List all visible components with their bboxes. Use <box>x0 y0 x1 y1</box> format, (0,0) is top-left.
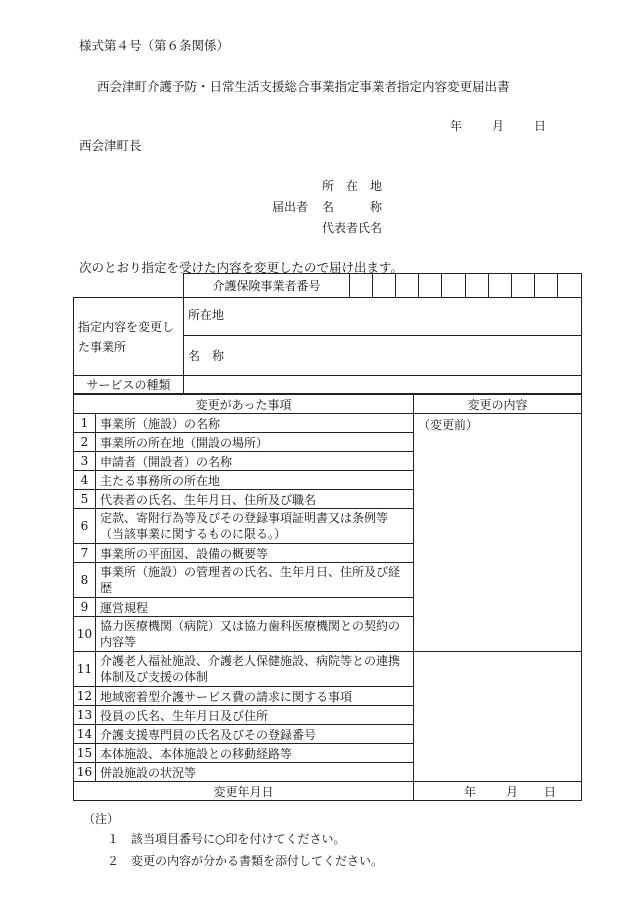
insurer-number-digit[interactable] <box>466 274 489 298</box>
item-number[interactable]: 16 <box>74 763 96 782</box>
item-number[interactable]: 3 <box>74 452 96 471</box>
item-text: 運営規程 <box>96 598 414 617</box>
item-number[interactable]: 12 <box>74 687 96 706</box>
change-date-label: 変更年月日 <box>74 782 414 801</box>
insurer-number-digit[interactable] <box>512 274 535 298</box>
item-number[interactable]: 10 <box>74 617 96 652</box>
insurer-number-digit[interactable] <box>442 274 466 298</box>
note-item: ２ 変更の内容が分かる書類を添付してください。 <box>107 854 384 868</box>
item-text: 定款、寄附行為等及びその登録事項証明書又は条例等（当該事業に関するものに限る。） <box>96 509 414 544</box>
office-address-label: 所在地 <box>188 308 225 322</box>
applicant-rep-label: 代表者氏名 <box>322 221 383 235</box>
submission-date <box>450 117 546 134</box>
addressee: 西会津町長 <box>79 138 142 153</box>
insurer-number-label: 介護保険事業者番号 <box>184 274 350 298</box>
item-text: 協力医療機関（病院）又は協力歯科医療機関との契約の内容等 <box>96 617 414 652</box>
item-number[interactable]: 9 <box>74 598 96 617</box>
change-items-table <box>73 394 582 801</box>
item-text: 代表者の氏名、生年月日、住所及び職名 <box>96 490 414 509</box>
applicant-block <box>272 176 382 239</box>
service-type-label: サービスの種類 <box>74 376 184 394</box>
item-number[interactable]: 14 <box>74 725 96 744</box>
office-info-table <box>73 273 582 394</box>
item-text: 併設施設の状況等 <box>96 763 414 782</box>
content-header: 変更の内容 <box>414 395 582 414</box>
notes-heading: （注） <box>83 812 120 826</box>
item-text: 介護支援専門員の氏名及びその登録番号 <box>96 725 414 744</box>
item-text: 事業所の所在地（開設の場所） <box>96 433 414 452</box>
insurer-number-digit[interactable] <box>489 274 512 298</box>
change-date-field[interactable] <box>414 782 582 801</box>
item-text: 主たる事務所の所在地 <box>96 471 414 490</box>
insurer-number-digit[interactable] <box>558 274 582 298</box>
change-date-day: 日 <box>544 784 557 799</box>
insurer-number-digit[interactable] <box>535 274 558 298</box>
change-date-year: 年 <box>464 784 477 799</box>
date-year: 年 <box>450 119 463 133</box>
applicant-address-label: 所 在 地 <box>322 179 383 193</box>
item-text: 事業所（施設）の管理者の氏名、生年月日、住所及び経歴 <box>96 563 414 598</box>
item-number[interactable]: 7 <box>74 544 96 563</box>
insurer-number-digit[interactable] <box>396 274 419 298</box>
item-text: 事業所（施設）の名称 <box>96 414 414 433</box>
notes-block <box>83 810 384 868</box>
items-header: 変更があった事項 <box>74 395 414 414</box>
form-number: 様式第４号（第６条関係） <box>79 38 230 53</box>
service-type-field[interactable] <box>184 376 582 394</box>
office-name-label: 名 称 <box>188 349 225 363</box>
office-address-field[interactable] <box>184 298 582 336</box>
office-label: 指定内容を変更した事業所 <box>74 298 184 376</box>
item-number[interactable]: 4 <box>74 471 96 490</box>
before-content-field[interactable] <box>414 414 582 652</box>
note-item: １ 該当項目番号に○印を付けてください。 <box>107 832 346 846</box>
item-number[interactable]: 6 <box>74 509 96 544</box>
item-number[interactable]: 5 <box>74 490 96 509</box>
item-number[interactable]: 11 <box>74 652 96 687</box>
insurer-number-digit[interactable] <box>419 274 442 298</box>
change-date-month: 月 <box>506 784 519 799</box>
intro-text: 次のとおり指定を受けた内容を変更したので届け出ます。 <box>79 260 404 275</box>
date-month: 月 <box>492 119 505 133</box>
before-label: （変更前） <box>418 418 479 432</box>
item-number[interactable]: 8 <box>74 563 96 598</box>
item-text: 事業所の平面図、設備の概要等 <box>96 544 414 563</box>
item-number[interactable]: 13 <box>74 706 96 725</box>
item-number[interactable]: 1 <box>74 414 96 433</box>
item-text: 申請者（開設者）の名称 <box>96 452 414 471</box>
item-text: 役員の氏名、生年月日及び住所 <box>96 706 414 725</box>
document-title: 西会津町介護予防・日常生活支援総合事業指定事業者指定内容変更届出書 <box>97 79 510 94</box>
insurer-number-digit[interactable] <box>373 274 396 298</box>
item-text: 地域密着型介護サービス費の請求に関する事項 <box>96 687 414 706</box>
item-text: 本体施設、本体施設との移動経路等 <box>96 744 414 763</box>
item-number[interactable]: 15 <box>74 744 96 763</box>
date-day: 日 <box>534 119 547 133</box>
insurer-number-digit[interactable] <box>350 274 373 298</box>
item-text: 介護老人福祉施設、介護老人保健施設、病院等との連携体制及び支援の体制 <box>96 652 414 687</box>
applicant-heading: 届出者 <box>272 200 309 214</box>
item-number[interactable]: 2 <box>74 433 96 452</box>
applicant-name-label: 名 称 <box>322 200 383 214</box>
office-name-field[interactable] <box>184 336 582 376</box>
